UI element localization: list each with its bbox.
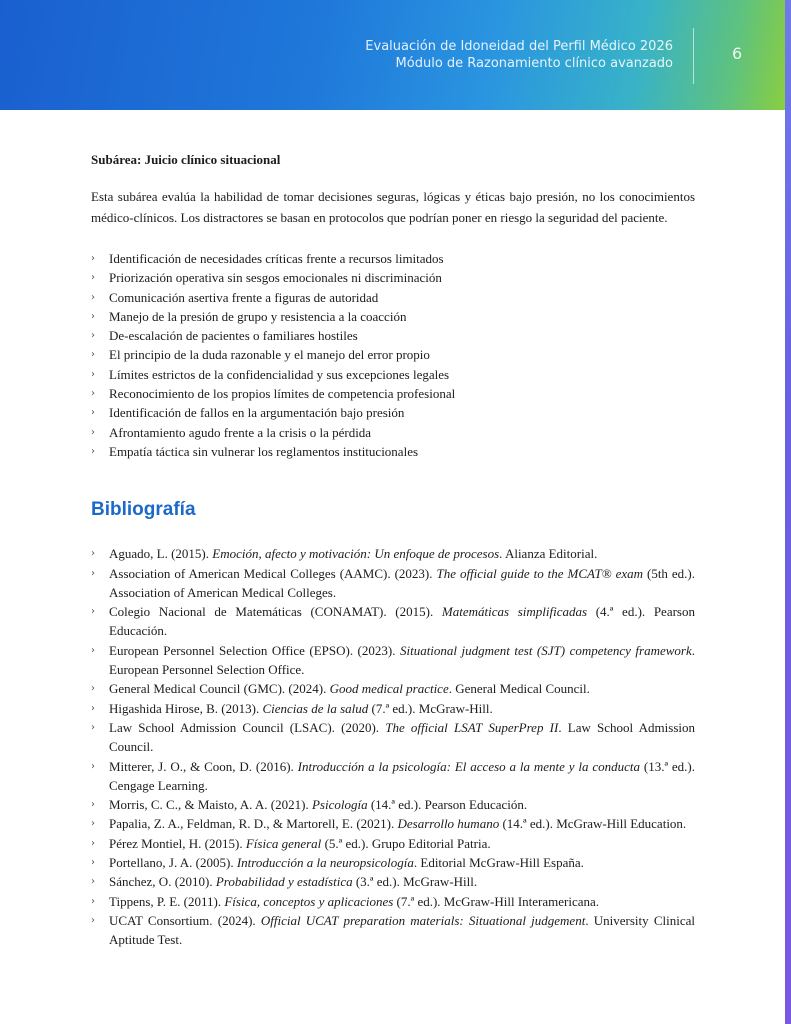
list-item: › Manejo de la presión de grupo y resistencia a la coacción: [91, 307, 695, 326]
chevron-right-icon: ›: [91, 426, 95, 438]
chevron-right-icon: ›: [91, 445, 95, 457]
page-number: 6: [732, 44, 743, 63]
bibliography-entry: › UCAT Consortium. (2024). Official UCAT preparation materials: Situational judgement. University Clinical Aptitude Test.: [91, 912, 696, 948]
list-item: › Comunicación asertiva frente a figuras de autoridad: [91, 288, 695, 307]
chevron-right-icon: ›: [91, 914, 95, 926]
list-item: › El principio de la duda razonable y el manejo del error propio: [91, 345, 695, 364]
chevron-right-icon: ›: [91, 548, 95, 560]
bibliography-entry: › Law School Admission Council (LSAC). (2020). The official LSAT SuperPrep II. Law School Admission Council.: [91, 719, 695, 755]
chevron-right-icon: ›: [91, 606, 95, 618]
list-item: › Afrontamiento agudo frente a la crisis o la pérdida: [91, 423, 695, 442]
page-edge-strip: [785, 0, 791, 1024]
competency-list: [91, 249, 695, 461]
page-content: [91, 150, 695, 950]
list-item: › Empatía táctica sin vulnerar los reglamentos institucionales: [91, 442, 695, 461]
chevron-right-icon: ›: [91, 407, 95, 419]
chevron-right-icon: ›: [91, 837, 95, 849]
bibliography-entry: › Portellano, J. A. (2005). Introducción a la neuropsicología. Editorial McGraw-Hill España.: [91, 853, 695, 872]
bibliography-entry: › Morris, C. C., & Maisto, A. A. (2021). Psicología (14.ª ed.). Pearson Educación.: [91, 795, 695, 814]
bibliography-entry: › Tippens, P. E. (2011). Física, conceptos y aplicaciones (7.ª ed.). McGraw-Hill Interamericana.: [91, 892, 695, 911]
chevron-right-icon: ›: [91, 253, 95, 264]
chevron-right-icon: ›: [91, 799, 95, 811]
bibliography-entry: › General Medical Council (GMC). (2024). Good medical practice. General Medical Council.: [91, 679, 695, 698]
chevron-right-icon: ›: [91, 388, 95, 400]
bibliography-entry: › Higashida Hirose, B. (2013). Ciencias de la salud (7.ª ed.). McGraw-Hill.: [91, 699, 695, 718]
chevron-right-icon: ›: [91, 310, 95, 322]
header-title-block: [365, 38, 673, 72]
subarea-description: Esta subárea evalúa la habilidad de tomar decisiones seguras, lógicas y éticas bajo presión, no los conocimientos médico-clínicos. Los distractores se basan en protocolos que podrían poner en riesgo la seguridad del paciente.: [91, 189, 695, 225]
list-item: › Identificación de necesidades críticas frente a recursos limitados: [91, 249, 695, 268]
subarea-title: Subárea: Juicio clínico situacional: [91, 152, 281, 167]
bibliography-entry: › Aguado, L. (2015). Emoción, afecto y motivación: Un enfoque de procesos. Alianza Editorial.: [91, 544, 695, 563]
chevron-right-icon: ›: [91, 857, 95, 869]
list-item: › Límites estrictos de la confidencialidad y sus excepciones legales: [91, 365, 695, 384]
chevron-right-icon: ›: [91, 818, 95, 830]
header-line-2: Módulo de Razonamiento clínico avanzado: [395, 56, 673, 71]
chevron-right-icon: ›: [91, 368, 95, 380]
list-item: › Priorización operativa sin sesgos emocionales ni discriminación: [91, 268, 695, 287]
chevron-right-icon: ›: [91, 760, 95, 772]
chevron-right-icon: ›: [91, 644, 95, 656]
bibliography-entry: › European Personnel Selection Office (EPSO). (2023). Situational judgment test (SJT) competency framework. European Personnel Selection Office.: [91, 642, 695, 678]
chevron-right-icon: ›: [91, 721, 95, 733]
chevron-right-icon: ›: [91, 330, 95, 342]
bibliography-entry: › Association of American Medical Colleges (AAMC). (2023). The official guide to the MCAT® exam (5th ed.). Association of American Medical Colleges.: [91, 565, 696, 600]
chevron-right-icon: ›: [91, 683, 95, 695]
bibliography-entry: › Pérez Montiel, H. (2015). Física general (5.ª ed.). Grupo Editorial Patria.: [91, 834, 695, 853]
header-divider: [693, 28, 694, 84]
chevron-right-icon: ›: [91, 895, 95, 907]
bibliography-list: [91, 544, 695, 949]
bibliography-entry: › Sánchez, O. (2010). Probabilidad y estadística (3.ª ed.). McGraw-Hill.: [91, 872, 695, 891]
chevron-right-icon: ›: [91, 567, 95, 579]
bibliography-heading: Bibliografía: [91, 499, 196, 521]
chevron-right-icon: ›: [91, 291, 95, 303]
list-item: › Identificación de fallos en la argumentación bajo presión: [91, 403, 695, 422]
chevron-right-icon: ›: [91, 876, 95, 888]
bibliography-entry: › Colegio Nacional de Matemáticas (CONAMAT). (2015). Matemáticas simplificadas (4.ª ed.). Pearson Educación.: [91, 604, 695, 639]
chevron-right-icon: ›: [91, 272, 95, 284]
header-line-1: Evaluación de Idoneidad del Perfil Médico 2026: [365, 39, 673, 54]
chevron-right-icon: ›: [91, 349, 95, 361]
list-item: › Reconocimiento de los propios límites de competencia profesional: [91, 384, 695, 403]
page-header: [0, 0, 791, 110]
bibliography-entry: › Mitterer, J. O., & Coon, D. (2016). Introducción a la psicología: El acceso a la mente y la conducta (13.ª ed.). Cengage Learning.: [91, 758, 696, 793]
chevron-right-icon: ›: [91, 702, 95, 714]
bibliography-entry: › Papalia, Z. A., Feldman, R. D., & Martorell, E. (2021). Desarrollo humano (14.ª ed.). McGraw-Hill Education.: [91, 814, 695, 833]
list-item: › De-escalación de pacientes o familiares hostiles: [91, 326, 695, 345]
